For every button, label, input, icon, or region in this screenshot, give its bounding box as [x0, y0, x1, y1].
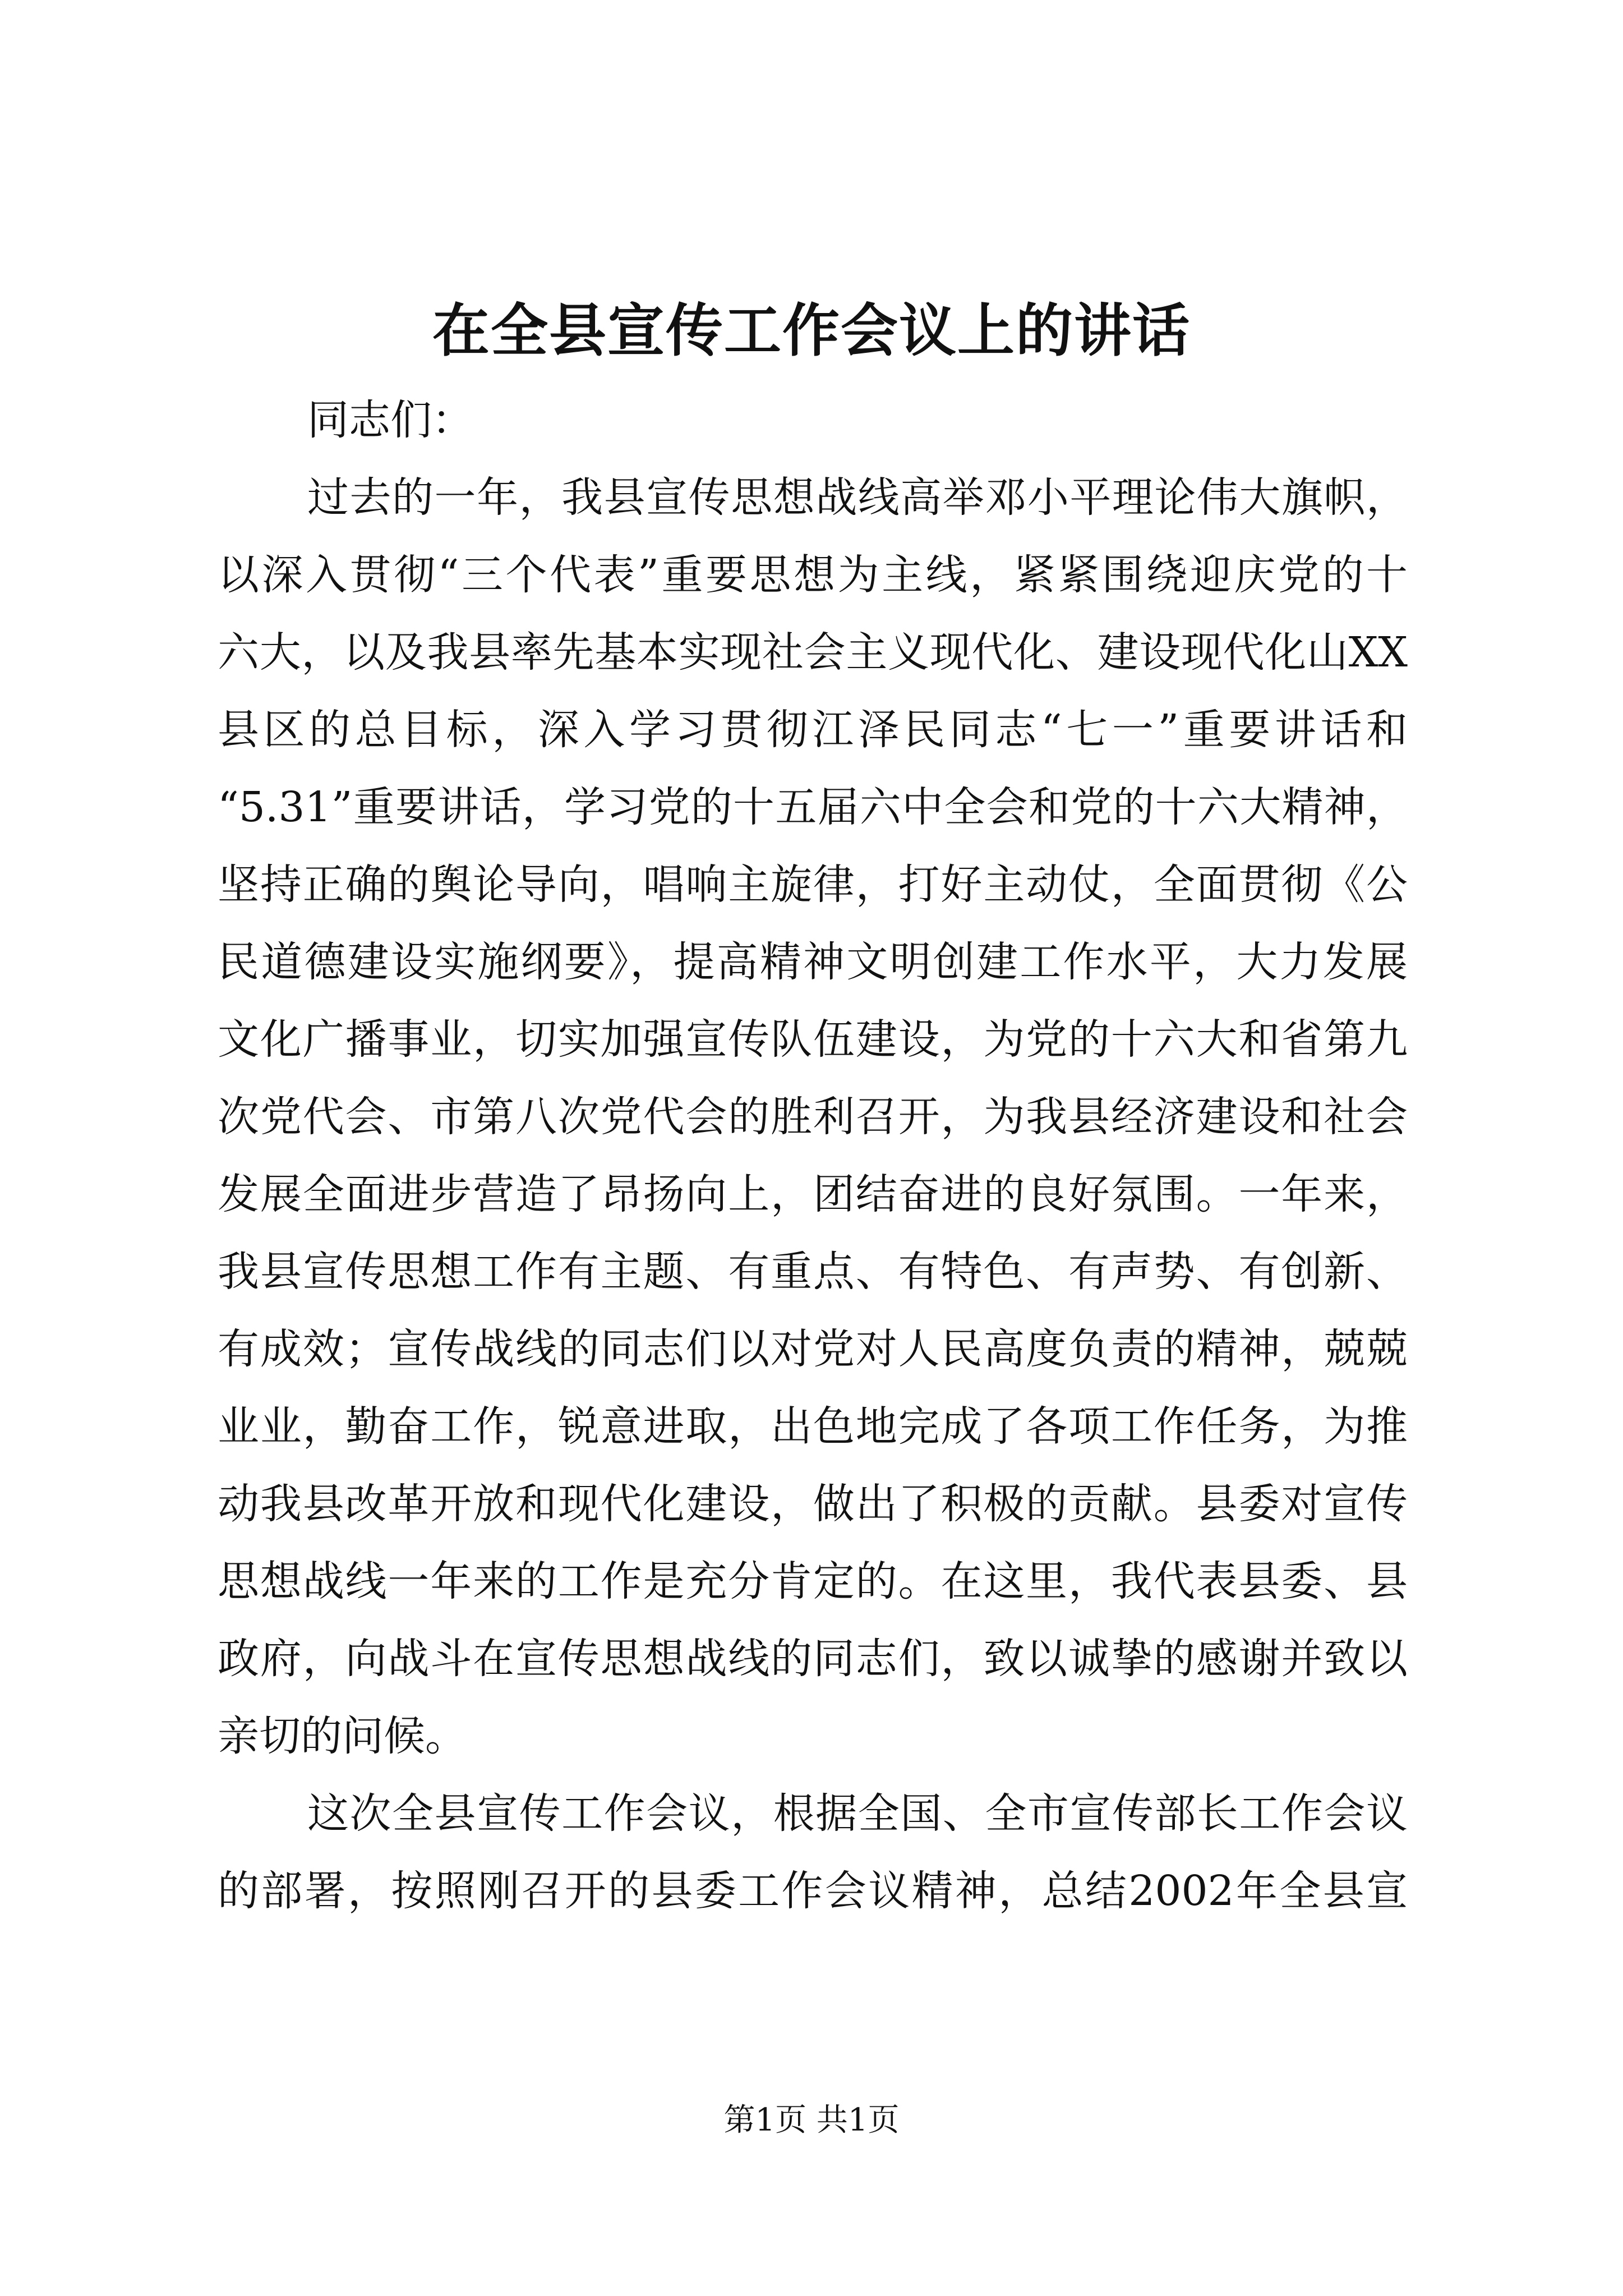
- paragraph-line: 坚持正确的舆论导向，唱响主旋律，打好主动仗，全面贯彻《公: [218, 861, 1408, 909]
- paragraph-line: “5.31”重要讲话，学习党的十五届六中全会和党的十六大精神，: [218, 783, 1408, 831]
- paragraph-1: [218, 459, 1408, 1775]
- document-title: 在全县宣传工作会议上的讲话: [432, 297, 1191, 365]
- paragraph-line: 的部署，按照刚召开的县委工作会议精神，总结2002年全县宣: [218, 1867, 1408, 1915]
- paragraph-line: 民道德建设实施纲要》，提高精神文明创建工作水平，大力发展: [218, 938, 1408, 986]
- paragraph-line: 以深入贯彻“三个代表”重要思想为主线，紧紧围绕迎庆党的十: [218, 551, 1408, 599]
- paragraph-line: 六大，以及我县率先基本实现社会主义现代化、建设现代化山XX: [218, 628, 1408, 677]
- paragraph-line: 政府，向战斗在宣传思想战线的同志们，致以诚挚的感谢并致以: [218, 1635, 1408, 1683]
- paragraph-line: 过去的一年，我县宣传思想战线高举邓小平理论伟大旗帜，: [307, 473, 1408, 522]
- paragraph-line: 亲切的问候。: [218, 1712, 467, 1760]
- paragraph-line: 有成效；宣传战线的同志们以对党对人民高度负责的精神，兢兢: [218, 1325, 1408, 1373]
- paragraph-line: 我县宣传思想工作有主题、有重点、有特色、有声势、有创新、: [218, 1248, 1408, 1296]
- paragraph-line: 业业，勤奋工作，锐意进取，出色地完成了各项工作任务，为推: [218, 1402, 1408, 1451]
- paragraph-line: 次党代会、市第八次党代会的胜利召开，为我县经济建设和社会: [218, 1093, 1408, 1141]
- salutation: 同志们：: [307, 396, 473, 444]
- paragraph-line: 文化广播事业，切实加强宣传队伍建设，为党的十六大和省第九: [218, 1015, 1408, 1064]
- paragraph-line: 发展全面进步营造了昂扬向上，团结奋进的良好氛围。一年来，: [218, 1170, 1408, 1218]
- paragraph-2: [218, 1775, 1408, 1930]
- paragraph-line: 这次全县宣传工作会议，根据全国、全市宣传部长工作会议: [307, 1789, 1408, 1838]
- document-body: [218, 381, 1408, 1930]
- paragraph-line: 思想战线一年来的工作是充分肯定的。在这里，我代表县委、县: [218, 1557, 1408, 1605]
- paragraph-line: 动我县改革开放和现代化建设，做出了积极的贡献。县委对宣传: [218, 1480, 1408, 1528]
- page-footer: 第1页 共1页: [723, 2102, 900, 2138]
- paragraph-line: 县区的总目标，深入学习贯彻江泽民同志“七一”重要讲话和: [218, 706, 1408, 754]
